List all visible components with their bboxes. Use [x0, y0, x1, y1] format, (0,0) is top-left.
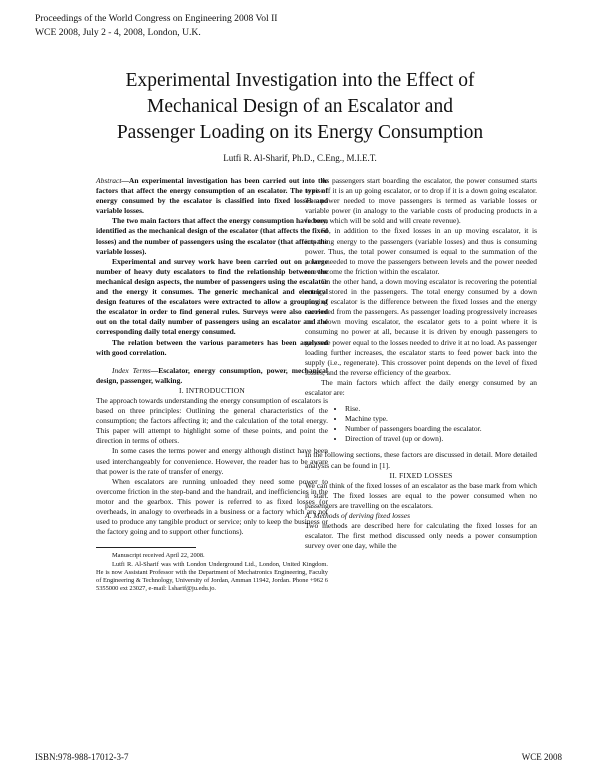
list-item: • Number of passengers boarding the escalator.: [345, 424, 537, 434]
title-line-2: Mechanical Design of an Escalator and: [147, 96, 453, 117]
factor-list: [305, 404, 537, 444]
body-paragraph-5: In the following sections, these factors are discussed in detail. More detailed analysis can be found in [1].: [305, 450, 537, 470]
left-column: [96, 176, 328, 594]
footer-isbn: ISBN:978-988-17012-3-7: [35, 752, 129, 762]
body-paragraph-7: Two methods are described here for calculating the fixed losses for an escalator. The first method discussed only needs a power consumption survey over one day, while the: [305, 521, 537, 551]
intro-paragraph-1: The approach towards understanding the energy consumption of escalators is based on three principles: Outlining the general characteristics of the consumption; the factors affecting it; and the calculation of the total energy. This paper will attempt to highlight some of these points, and point the direction in terms of others.: [96, 395, 328, 446]
body-paragraph-4: The main factors which affect the daily energy consumed by an escalator are:: [305, 377, 537, 397]
header-conference: WCE 2008, July 2 - 4, 2008, London, U.K.: [35, 27, 201, 38]
intro-paragraph-2: In some cases the terms power and energy although distinct have been used interchangeably for convenience. However, the reader has to be aware that power is the rate of transfer of energy.: [96, 446, 328, 476]
index-terms-label: Index Terms: [112, 365, 151, 375]
index-terms: [96, 366, 328, 386]
author-line: Lutfi R. Al-Sharif, Ph.D., C.Eng., M.I.E.T.: [223, 153, 377, 163]
subsection-heading-methods: A. Methods of deriving fixed losses: [305, 511, 410, 520]
list-item: • Rise.: [345, 404, 537, 414]
section-heading-introduction: I. INTRODUCTION: [179, 385, 245, 395]
header-proceedings: Proceedings of the World Congress on Engineering 2008 Vol II: [35, 13, 278, 24]
abstract-paragraph-4: The relation between the various parameters has been analysed with good correlation.: [96, 337, 328, 357]
abstract-paragraph-1: [96, 176, 328, 216]
abstract-paragraph-2: The two main factors that affect the energy consumption have been identified as the mechanical design of the escalator (that affects the fixed losses) and the number of passengers using the escalator (that affects the variable losses).: [96, 216, 328, 256]
abstract-text-1: —An experimental investigation has been carried out into the factors that affect the energy consumption of an escalator. The type of energy consumed by the escalator is classified into fixed losses and variable losses.: [96, 176, 328, 216]
title-line-3: Passenger Loading on its Energy Consumption: [116, 122, 484, 143]
list-item: • Machine type.: [345, 414, 537, 424]
footnote-author: Lutfi R. Al-Sharif was with London Underground Ltd., London, United Kingdom. He is now Assistant Professor with the Department of Mechatronics Engineering, Faculty of Engineering & Technology, University of Jordan, Amman 11942, Jordan. Phone +962 6 5355000 ext 23027, e-mail: l.sharif@ju.edu.jo.: [96, 560, 328, 593]
abstract-label: Abstract: [96, 176, 122, 185]
body-paragraph-6: We can think of the fixed losses of an escalator as the base mark from which it start. The fixed losses are equal to the power consumed when no passengers are travelling on the escalators.: [305, 480, 537, 510]
list-item: • Direction of travel (up or down).: [345, 434, 537, 444]
abstract-paragraph-3: Experimental and survey work have been carried out on a large number of heavy duty escalators to find the relationship between the mechanical design aspects, the number of passengers using the escalator and the energy it consumes. The generic mechanical and electrical design features of the escalators were extracted to allow a grouping of the escalator in order to find general rules. Surveys were also carried out on the total daily number of passengers using an escalator and the corresponding daily total energy consumed.: [96, 256, 328, 337]
right-column: [305, 176, 537, 551]
footer-wce: WCE 2008: [521, 752, 562, 762]
section-heading-fixed-losses: II. FIXED LOSSES: [389, 470, 453, 480]
intro-paragraph-3: When escalators are running unloaded they need some power to overcome friction in the step-band and the handrail, and inefficiencies in the motor and the gearbox. This power is referred to as fixed losses (or overheads, in analogy to overheads in a business or a factory which are not used to produce any tangible product or service; only to keep the business or the factory going and to support other functions).: [96, 476, 328, 537]
body-paragraph-2: So, in addition to the fixed losses in an up moving escalator, it is imparting energy to the passengers (variable losses) and thus is consuming power. Thus, the total power consumed is equal to the summation of the power needed to move the passengers between levels and the power needed to overcome the friction within the escalator.: [305, 226, 537, 276]
footnote-manuscript: Manuscript received April 22, 2008.: [112, 552, 205, 560]
index-terms-text: —Escalator, energy consumption, power, mechanical design, passenger, walking.: [96, 365, 328, 385]
running-header: [35, 12, 278, 40]
paper-title: [40, 68, 560, 146]
title-line-1: Experimental Investigation into the Effect of: [125, 70, 475, 91]
body-paragraph-3: On the other hand, a down moving escalator is recovering the potential energy stored in the passengers. The total energy consumed by a down moving escalator is the difference between the fixed losses and the energy recovered from the passengers. As passenger loading progressively increases on a down moving escalator, the escalator gets to a point where it is consuming no power at all, because it is driven by enough passengers to generate power equal to the losses needed to drive it at no load. As passenger loading further increases, the escalator starts to feed power back into the supply (i.e., regenerate). This crossover point depends on the level of fixed losses, and the reverse efficiency of the gearbox.: [305, 276, 537, 377]
body-paragraph-1: As passengers start boarding the escalator, the power consumed starts to rise if it is an up going escalator, or to drop if it is a down going escalator. The power needed to move passengers is termed as variable losses or variable power (in analogy to the variable costs of producing products in a factory, which will be sold and will create revenue).: [305, 176, 537, 226]
footnote-divider: [96, 547, 196, 548]
